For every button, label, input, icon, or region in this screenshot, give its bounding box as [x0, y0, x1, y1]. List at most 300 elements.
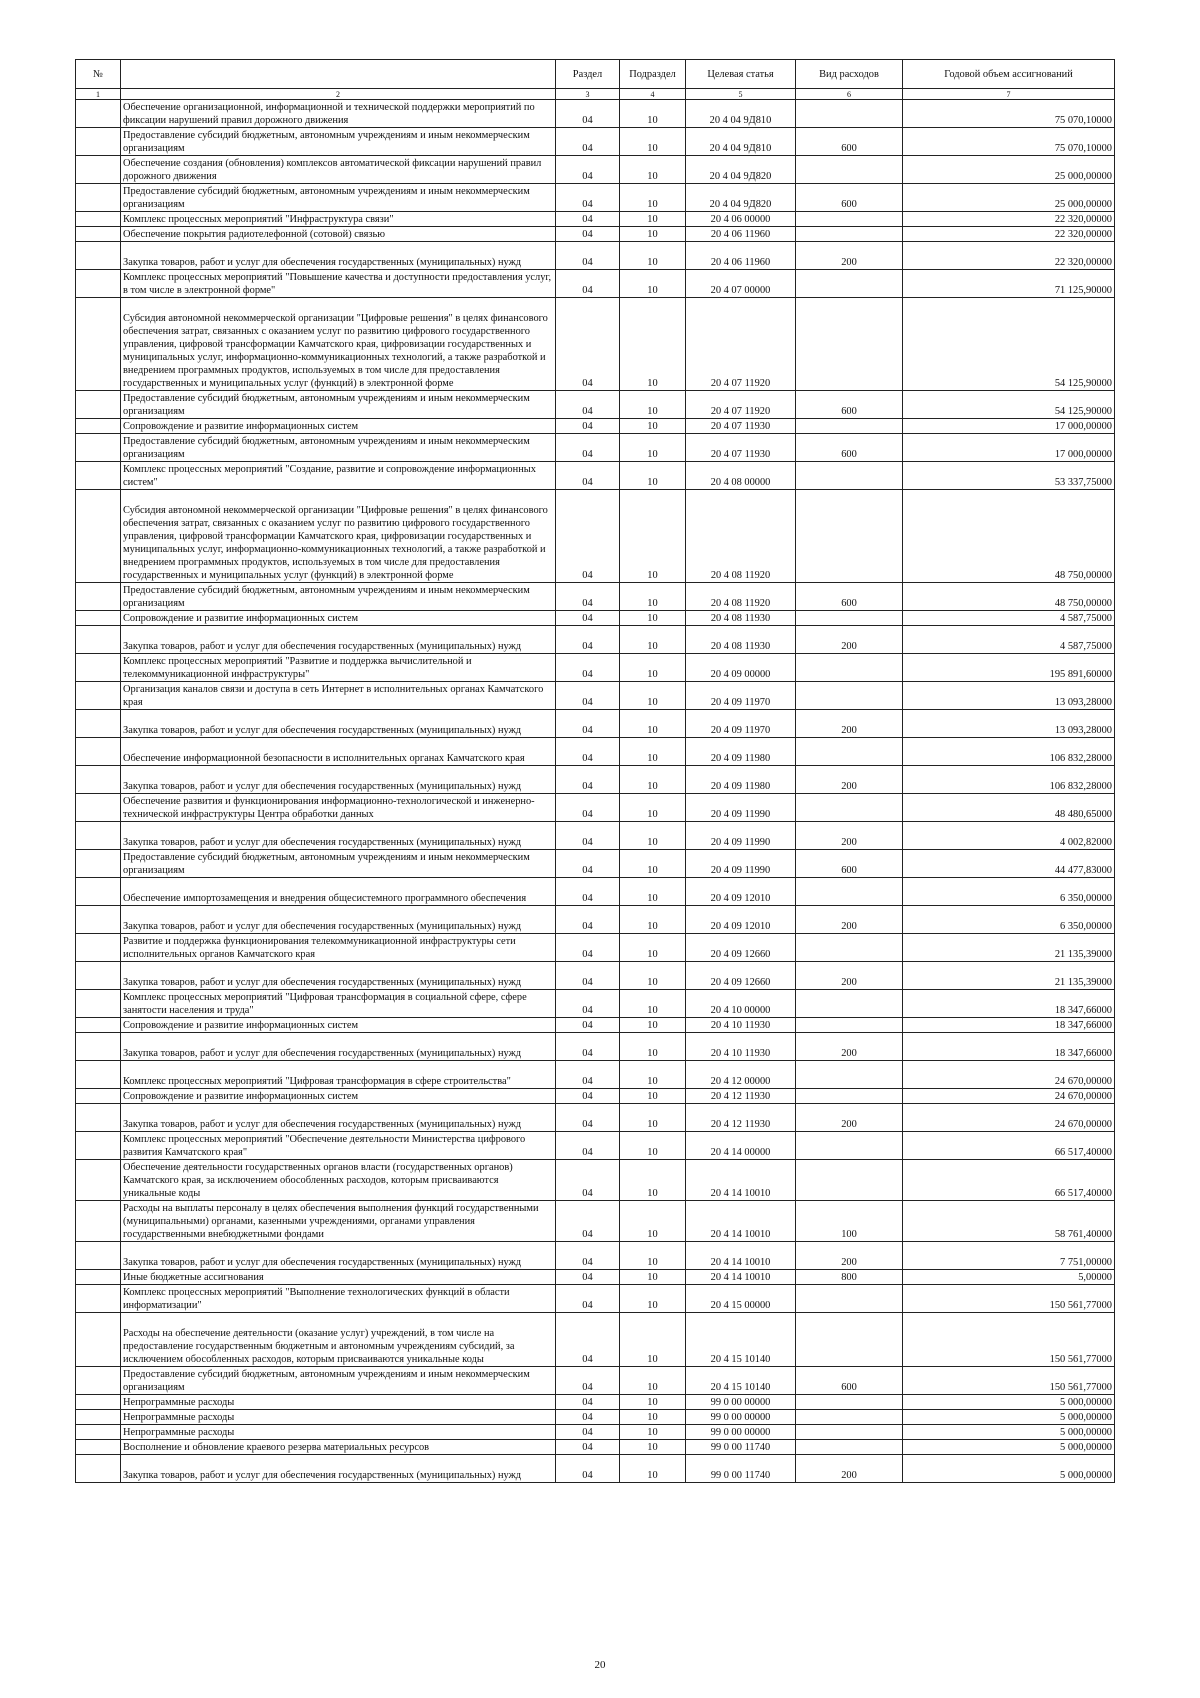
budget-table: [75, 59, 1115, 1483]
row-expense-type-cell: 600: [796, 184, 903, 212]
row-number-cell: [76, 906, 121, 934]
row-name-cell: Непрограммные расходы: [121, 1395, 556, 1410]
row-podrazdel-cell: 10: [620, 212, 686, 227]
row-expense-type-cell: [796, 1018, 903, 1033]
row-number-cell: [76, 878, 121, 906]
row-target-article-cell: 20 4 09 11970: [686, 710, 796, 738]
row-expense-type-cell: [796, 654, 903, 682]
row-number-cell: [76, 738, 121, 766]
row-annual-volume-cell: 5 000,00000: [903, 1425, 1115, 1440]
row-target-article-cell: 20 4 07 00000: [686, 270, 796, 298]
table-row: [76, 227, 1115, 242]
row-annual-volume-cell: 13 093,28000: [903, 710, 1115, 738]
row-razdel-cell: 04: [556, 878, 620, 906]
row-number-cell: [76, 710, 121, 738]
row-podrazdel-cell: 10: [620, 1455, 686, 1483]
table-row: [76, 270, 1115, 298]
row-number-cell: [76, 184, 121, 212]
row-number-cell: [76, 419, 121, 434]
row-target-article-cell: 20 4 09 11970: [686, 682, 796, 710]
row-podrazdel-cell: 10: [620, 990, 686, 1018]
col-header-number: №: [76, 60, 121, 89]
row-expense-type-cell: [796, 878, 903, 906]
row-expense-type-cell: 600: [796, 128, 903, 156]
table-row: [76, 156, 1115, 184]
column-number-row: [76, 89, 1115, 100]
table-row: [76, 934, 1115, 962]
row-name-cell: Предоставление субсидий бюджетным, автономным учреждениям и иным некоммерческим организациям: [121, 850, 556, 878]
row-number-cell: [76, 1367, 121, 1395]
row-razdel-cell: 04: [556, 270, 620, 298]
row-expense-type-cell: [796, 270, 903, 298]
row-target-article-cell: 99 0 00 11740: [686, 1455, 796, 1483]
row-expense-type-cell: [796, 1061, 903, 1089]
row-expense-type-cell: [796, 1410, 903, 1425]
row-target-article-cell: 20 4 14 10010: [686, 1201, 796, 1242]
row-annual-volume-cell: 6 350,00000: [903, 906, 1115, 934]
row-razdel-cell: 04: [556, 242, 620, 270]
row-number-cell: [76, 1440, 121, 1455]
row-annual-volume-cell: 54 125,90000: [903, 298, 1115, 391]
row-razdel-cell: 04: [556, 1089, 620, 1104]
row-name-cell: Сопровождение и развитие информационных систем: [121, 611, 556, 626]
row-expense-type-cell: [796, 1440, 903, 1455]
row-name-cell: Закупка товаров, работ и услуг для обеспечения государственных (муниципальных) нужд: [121, 242, 556, 270]
table-row: [76, 1132, 1115, 1160]
row-annual-volume-cell: 5 000,00000: [903, 1410, 1115, 1425]
row-name-cell: Обеспечение организационной, информационной и технической поддержки мероприятий по фиксации нарушений правил дорожного движения: [121, 100, 556, 128]
row-annual-volume-cell: 48 750,00000: [903, 583, 1115, 611]
row-number-cell: [76, 1285, 121, 1313]
row-name-cell: Предоставление субсидий бюджетным, автономным учреждениям и иным некоммерческим организациям: [121, 391, 556, 419]
row-name-cell: Закупка товаров, работ и услуг для обеспечения государственных (муниципальных) нужд: [121, 1033, 556, 1061]
row-expense-type-cell: [796, 1132, 903, 1160]
row-annual-volume-cell: 58 761,40000: [903, 1201, 1115, 1242]
row-name-cell: Предоставление субсидий бюджетным, автономным учреждениям и иным некоммерческим организациям: [121, 434, 556, 462]
row-razdel-cell: 04: [556, 462, 620, 490]
row-expense-type-cell: 200: [796, 1242, 903, 1270]
row-number-cell: [76, 766, 121, 794]
row-target-article-cell: 20 4 08 11920: [686, 490, 796, 583]
row-number-cell: [76, 212, 121, 227]
row-podrazdel-cell: 10: [620, 391, 686, 419]
row-name-cell: Комплекс процессных мероприятий "Создание, развитие и сопровождение информационных систем": [121, 462, 556, 490]
row-target-article-cell: 20 4 08 00000: [686, 462, 796, 490]
row-expense-type-cell: [796, 738, 903, 766]
row-expense-type-cell: [796, 1285, 903, 1313]
row-number-cell: [76, 1242, 121, 1270]
table-row: [76, 990, 1115, 1018]
col-header-annual-volume: Годовой объем ассигнований: [903, 60, 1115, 89]
row-name-cell: Непрограммные расходы: [121, 1425, 556, 1440]
table-row: [76, 298, 1115, 391]
row-annual-volume-cell: 44 477,83000: [903, 850, 1115, 878]
row-podrazdel-cell: 10: [620, 1089, 686, 1104]
row-name-cell: Комплекс процессных мероприятий "Инфраструктура связи": [121, 212, 556, 227]
row-podrazdel-cell: 10: [620, 434, 686, 462]
row-podrazdel-cell: 10: [620, 1018, 686, 1033]
row-name-cell: Восполнение и обновление краевого резерва материальных ресурсов: [121, 1440, 556, 1455]
table-row: [76, 682, 1115, 710]
row-razdel-cell: 04: [556, 298, 620, 391]
row-razdel-cell: 04: [556, 611, 620, 626]
table-row: [76, 490, 1115, 583]
row-annual-volume-cell: 21 135,39000: [903, 962, 1115, 990]
row-podrazdel-cell: 10: [620, 850, 686, 878]
row-annual-volume-cell: 18 347,66000: [903, 990, 1115, 1018]
table-row: [76, 1313, 1115, 1367]
row-expense-type-cell: 200: [796, 766, 903, 794]
row-expense-type-cell: [796, 490, 903, 583]
row-annual-volume-cell: 4 002,82000: [903, 822, 1115, 850]
row-number-cell: [76, 391, 121, 419]
row-name-cell: Закупка товаров, работ и услуг для обеспечения государственных (муниципальных) нужд: [121, 1242, 556, 1270]
row-annual-volume-cell: 6 350,00000: [903, 878, 1115, 906]
row-target-article-cell: 20 4 12 00000: [686, 1061, 796, 1089]
row-target-article-cell: 20 4 07 11920: [686, 298, 796, 391]
row-razdel-cell: 04: [556, 1455, 620, 1483]
table-row: [76, 1018, 1115, 1033]
row-name-cell: Комплекс процессных мероприятий "Цифровая трансформация в сфере строительства": [121, 1061, 556, 1089]
row-razdel-cell: 04: [556, 1425, 620, 1440]
table-row: [76, 794, 1115, 822]
row-annual-volume-cell: 106 832,28000: [903, 766, 1115, 794]
table-row: [76, 128, 1115, 156]
row-target-article-cell: 20 4 09 11990: [686, 850, 796, 878]
row-podrazdel-cell: 10: [620, 906, 686, 934]
row-target-article-cell: 20 4 15 10140: [686, 1313, 796, 1367]
row-number-cell: [76, 962, 121, 990]
row-number-cell: [76, 1455, 121, 1483]
row-annual-volume-cell: 22 320,00000: [903, 227, 1115, 242]
row-annual-volume-cell: 24 670,00000: [903, 1104, 1115, 1132]
row-target-article-cell: 20 4 14 10010: [686, 1242, 796, 1270]
col-header-razdel: Раздел: [556, 60, 620, 89]
row-expense-type-cell: [796, 1395, 903, 1410]
row-podrazdel-cell: 10: [620, 490, 686, 583]
row-razdel-cell: 04: [556, 1160, 620, 1201]
row-number-cell: [76, 434, 121, 462]
row-podrazdel-cell: 10: [620, 128, 686, 156]
row-annual-volume-cell: 5 000,00000: [903, 1395, 1115, 1410]
table-row: [76, 1061, 1115, 1089]
table-row: [76, 738, 1115, 766]
row-podrazdel-cell: 10: [620, 1033, 686, 1061]
row-target-article-cell: 20 4 09 11990: [686, 822, 796, 850]
row-expense-type-cell: [796, 156, 903, 184]
row-number-cell: [76, 1160, 121, 1201]
row-annual-volume-cell: 7 751,00000: [903, 1242, 1115, 1270]
row-target-article-cell: 20 4 04 9Д810: [686, 100, 796, 128]
row-expense-type-cell: 200: [796, 1455, 903, 1483]
row-razdel-cell: 04: [556, 434, 620, 462]
row-name-cell: Обеспечение развития и функционирования информационно-технологической и инженерно-технической инфраструктуры Центра обработки данных: [121, 794, 556, 822]
table-row: [76, 462, 1115, 490]
row-number-cell: [76, 654, 121, 682]
row-target-article-cell: 20 4 08 11930: [686, 611, 796, 626]
row-podrazdel-cell: 10: [620, 242, 686, 270]
table-header-row: [76, 60, 1115, 89]
row-annual-volume-cell: 75 070,10000: [903, 100, 1115, 128]
row-annual-volume-cell: 54 125,90000: [903, 391, 1115, 419]
row-name-cell: Закупка товаров, работ и услуг для обеспечения государственных (муниципальных) нужд: [121, 962, 556, 990]
row-name-cell: Обеспечение покрытия радиотелефонной (сотовой) связью: [121, 227, 556, 242]
row-podrazdel-cell: 10: [620, 156, 686, 184]
row-expense-type-cell: [796, 934, 903, 962]
row-annual-volume-cell: 17 000,00000: [903, 434, 1115, 462]
row-number-cell: [76, 1018, 121, 1033]
table-row: [76, 1285, 1115, 1313]
row-razdel-cell: 04: [556, 1242, 620, 1270]
row-podrazdel-cell: 10: [620, 1285, 686, 1313]
row-target-article-cell: 20 4 06 00000: [686, 212, 796, 227]
row-number-cell: [76, 1313, 121, 1367]
row-number-cell: [76, 794, 121, 822]
col-number: 5: [686, 89, 796, 100]
row-name-cell: Закупка товаров, работ и услуг для обеспечения государственных (муниципальных) нужд: [121, 1455, 556, 1483]
row-name-cell: Закупка товаров, работ и услуг для обеспечения государственных (муниципальных) нужд: [121, 906, 556, 934]
row-razdel-cell: 04: [556, 794, 620, 822]
row-razdel-cell: 04: [556, 1440, 620, 1455]
row-target-article-cell: 20 4 09 00000: [686, 654, 796, 682]
row-target-article-cell: 20 4 04 9Д820: [686, 184, 796, 212]
row-name-cell: Закупка товаров, работ и услуг для обеспечения государственных (муниципальных) нужд: [121, 626, 556, 654]
row-number-cell: [76, 128, 121, 156]
col-number: 6: [796, 89, 903, 100]
row-target-article-cell: 20 4 10 11930: [686, 1033, 796, 1061]
row-number-cell: [76, 1395, 121, 1410]
row-razdel-cell: 04: [556, 156, 620, 184]
table-row: [76, 1410, 1115, 1425]
table-row: [76, 710, 1115, 738]
row-target-article-cell: 20 4 14 10010: [686, 1270, 796, 1285]
row-podrazdel-cell: 10: [620, 270, 686, 298]
row-razdel-cell: 04: [556, 654, 620, 682]
table-row: [76, 1201, 1115, 1242]
row-razdel-cell: 04: [556, 1395, 620, 1410]
row-expense-type-cell: [796, 462, 903, 490]
col-header-name: [121, 60, 556, 89]
row-name-cell: Комплекс процессных мероприятий "Выполнение технологических функций в области информатизации": [121, 1285, 556, 1313]
row-expense-type-cell: 200: [796, 906, 903, 934]
row-number-cell: [76, 462, 121, 490]
row-target-article-cell: 20 4 09 12010: [686, 906, 796, 934]
row-annual-volume-cell: 5 000,00000: [903, 1440, 1115, 1455]
row-name-cell: Предоставление субсидий бюджетным, автономным учреждениям и иным некоммерческим организациям: [121, 184, 556, 212]
table-row: [76, 626, 1115, 654]
row-annual-volume-cell: 5 000,00000: [903, 1455, 1115, 1483]
row-target-article-cell: 20 4 09 11990: [686, 794, 796, 822]
row-podrazdel-cell: 10: [620, 1104, 686, 1132]
table-row: [76, 391, 1115, 419]
row-podrazdel-cell: 10: [620, 611, 686, 626]
row-number-cell: [76, 270, 121, 298]
row-target-article-cell: 20 4 04 9Д820: [686, 156, 796, 184]
row-podrazdel-cell: 10: [620, 1440, 686, 1455]
row-expense-type-cell: [796, 212, 903, 227]
row-expense-type-cell: 600: [796, 434, 903, 462]
row-razdel-cell: 04: [556, 710, 620, 738]
row-podrazdel-cell: 10: [620, 184, 686, 212]
row-podrazdel-cell: 10: [620, 462, 686, 490]
row-podrazdel-cell: 10: [620, 1160, 686, 1201]
row-number-cell: [76, 934, 121, 962]
row-razdel-cell: 04: [556, 682, 620, 710]
row-annual-volume-cell: 71 125,90000: [903, 270, 1115, 298]
row-annual-volume-cell: 25 000,00000: [903, 184, 1115, 212]
row-podrazdel-cell: 10: [620, 1270, 686, 1285]
row-razdel-cell: 04: [556, 1367, 620, 1395]
table-row: [76, 654, 1115, 682]
row-number-cell: [76, 822, 121, 850]
row-podrazdel-cell: 10: [620, 766, 686, 794]
row-expense-type-cell: [796, 794, 903, 822]
row-name-cell: Обеспечение информационной безопасности в исполнительных органах Камчатского края: [121, 738, 556, 766]
row-annual-volume-cell: 150 561,77000: [903, 1285, 1115, 1313]
row-name-cell: Организация каналов связи и доступа в сеть Интернет в исполнительных органах Камчатского края: [121, 682, 556, 710]
table-row: [76, 242, 1115, 270]
row-target-article-cell: 20 4 08 11920: [686, 583, 796, 611]
row-number-cell: [76, 1104, 121, 1132]
row-annual-volume-cell: 25 000,00000: [903, 156, 1115, 184]
table-row: [76, 184, 1115, 212]
row-target-article-cell: 99 0 00 11740: [686, 1440, 796, 1455]
row-annual-volume-cell: 24 670,00000: [903, 1089, 1115, 1104]
row-number-cell: [76, 156, 121, 184]
row-razdel-cell: 04: [556, 1104, 620, 1132]
row-number-cell: [76, 850, 121, 878]
row-number-cell: [76, 1033, 121, 1061]
table-row: [76, 822, 1115, 850]
row-target-article-cell: 20 4 09 12010: [686, 878, 796, 906]
table-row: [76, 1367, 1115, 1395]
row-number-cell: [76, 1089, 121, 1104]
row-annual-volume-cell: 195 891,60000: [903, 654, 1115, 682]
table-body: [76, 100, 1115, 1483]
col-number: 4: [620, 89, 686, 100]
row-name-cell: Обеспечение деятельности государственных органов власти (государственных органов) Камчатского края, за исключением обособленных расходов, которым присваиваются уникальные коды: [121, 1160, 556, 1201]
row-name-cell: Предоставление субсидий бюджетным, автономным учреждениям и иным некоммерческим организациям: [121, 128, 556, 156]
row-expense-type-cell: 200: [796, 626, 903, 654]
row-razdel-cell: 04: [556, 934, 620, 962]
row-podrazdel-cell: 10: [620, 682, 686, 710]
row-number-cell: [76, 298, 121, 391]
row-annual-volume-cell: 75 070,10000: [903, 128, 1115, 156]
row-podrazdel-cell: 10: [620, 419, 686, 434]
row-target-article-cell: 20 4 12 11930: [686, 1104, 796, 1132]
row-number-cell: [76, 583, 121, 611]
row-target-article-cell: 20 4 08 11930: [686, 626, 796, 654]
row-name-cell: Закупка товаров, работ и услуг для обеспечения государственных (муниципальных) нужд: [121, 822, 556, 850]
row-expense-type-cell: 200: [796, 242, 903, 270]
row-target-article-cell: 99 0 00 00000: [686, 1425, 796, 1440]
row-razdel-cell: 04: [556, 184, 620, 212]
table-row: [76, 1033, 1115, 1061]
row-name-cell: Комплекс процессных мероприятий "Цифровая трансформация в социальной сфере, сфере занятости населения и труда": [121, 990, 556, 1018]
row-target-article-cell: 99 0 00 00000: [686, 1410, 796, 1425]
row-razdel-cell: 04: [556, 962, 620, 990]
row-razdel-cell: 04: [556, 906, 620, 934]
row-podrazdel-cell: 10: [620, 822, 686, 850]
row-name-cell: Развитие и поддержка функционирования телекоммуникационной инфраструктуры сети исполнительных органов Камчатского края: [121, 934, 556, 962]
row-number-cell: [76, 1201, 121, 1242]
row-name-cell: Предоставление субсидий бюджетным, автономным учреждениям и иным некоммерческим организациям: [121, 583, 556, 611]
row-podrazdel-cell: 10: [620, 227, 686, 242]
row-name-cell: Закупка товаров, работ и услуг для обеспечения государственных (муниципальных) нужд: [121, 766, 556, 794]
row-podrazdel-cell: 10: [620, 878, 686, 906]
row-target-article-cell: 20 4 07 11920: [686, 391, 796, 419]
row-expense-type-cell: [796, 419, 903, 434]
row-expense-type-cell: 200: [796, 822, 903, 850]
row-expense-type-cell: 800: [796, 1270, 903, 1285]
row-razdel-cell: 04: [556, 766, 620, 794]
row-annual-volume-cell: 18 347,66000: [903, 1033, 1115, 1061]
row-number-cell: [76, 682, 121, 710]
row-expense-type-cell: [796, 100, 903, 128]
col-header-podrazdel: Подраздел: [620, 60, 686, 89]
row-podrazdel-cell: 10: [620, 1313, 686, 1367]
row-target-article-cell: 20 4 09 12660: [686, 962, 796, 990]
row-name-cell: Закупка товаров, работ и услуг для обеспечения государственных (муниципальных) нужд: [121, 710, 556, 738]
row-target-article-cell: 20 4 15 10140: [686, 1367, 796, 1395]
row-target-article-cell: 20 4 09 12660: [686, 934, 796, 962]
row-podrazdel-cell: 10: [620, 710, 686, 738]
row-annual-volume-cell: 18 347,66000: [903, 1018, 1115, 1033]
table-row: [76, 1160, 1115, 1201]
row-number-cell: [76, 242, 121, 270]
row-name-cell: Субсидия автономной некоммерческой организации "Цифровые решения" в целях финансового обеспечения затрат, связанных с оказанием услуг по развитию цифрового государственного управления, цифровой трансформации Камчатского края, цифровизации государственных и муниципальных услуг, информационно-коммуникационных технологий, а также разработкой и внедрением программных продуктов, используемых в том числе для предоставления государственных и муниципальных услуг (функций) в электронной форме: [121, 490, 556, 583]
row-number-cell: [76, 611, 121, 626]
table-row: [76, 419, 1115, 434]
table-row: [76, 850, 1115, 878]
row-target-article-cell: 20 4 14 10010: [686, 1160, 796, 1201]
row-target-article-cell: 20 4 09 11980: [686, 766, 796, 794]
row-name-cell: Обеспечение импортозамещения и внедрения общесистемного программного обеспечения: [121, 878, 556, 906]
row-razdel-cell: 04: [556, 100, 620, 128]
row-number-cell: [76, 1270, 121, 1285]
row-razdel-cell: 04: [556, 1061, 620, 1089]
row-expense-type-cell: [796, 1089, 903, 1104]
row-podrazdel-cell: 10: [620, 1242, 686, 1270]
row-name-cell: Непрограммные расходы: [121, 1410, 556, 1425]
row-name-cell: Сопровождение и развитие информационных систем: [121, 1089, 556, 1104]
row-razdel-cell: 04: [556, 583, 620, 611]
row-razdel-cell: 04: [556, 490, 620, 583]
row-annual-volume-cell: 24 670,00000: [903, 1061, 1115, 1089]
row-razdel-cell: 04: [556, 738, 620, 766]
row-target-article-cell: 20 4 14 00000: [686, 1132, 796, 1160]
row-podrazdel-cell: 10: [620, 100, 686, 128]
table-row: [76, 1395, 1115, 1410]
row-razdel-cell: 04: [556, 1410, 620, 1425]
page-number: 20: [594, 1659, 606, 1671]
row-annual-volume-cell: 53 337,75000: [903, 462, 1115, 490]
row-podrazdel-cell: 10: [620, 583, 686, 611]
row-expense-type-cell: 600: [796, 391, 903, 419]
col-number: 3: [556, 89, 620, 100]
row-podrazdel-cell: 10: [620, 738, 686, 766]
row-target-article-cell: 20 4 07 11930: [686, 419, 796, 434]
col-number: 7: [903, 89, 1115, 100]
table-row: [76, 1270, 1115, 1285]
row-annual-volume-cell: 66 517,40000: [903, 1160, 1115, 1201]
row-target-article-cell: 20 4 06 11960: [686, 242, 796, 270]
row-number-cell: [76, 1132, 121, 1160]
row-razdel-cell: 04: [556, 391, 620, 419]
row-razdel-cell: 04: [556, 626, 620, 654]
row-razdel-cell: 04: [556, 227, 620, 242]
table-row: [76, 878, 1115, 906]
